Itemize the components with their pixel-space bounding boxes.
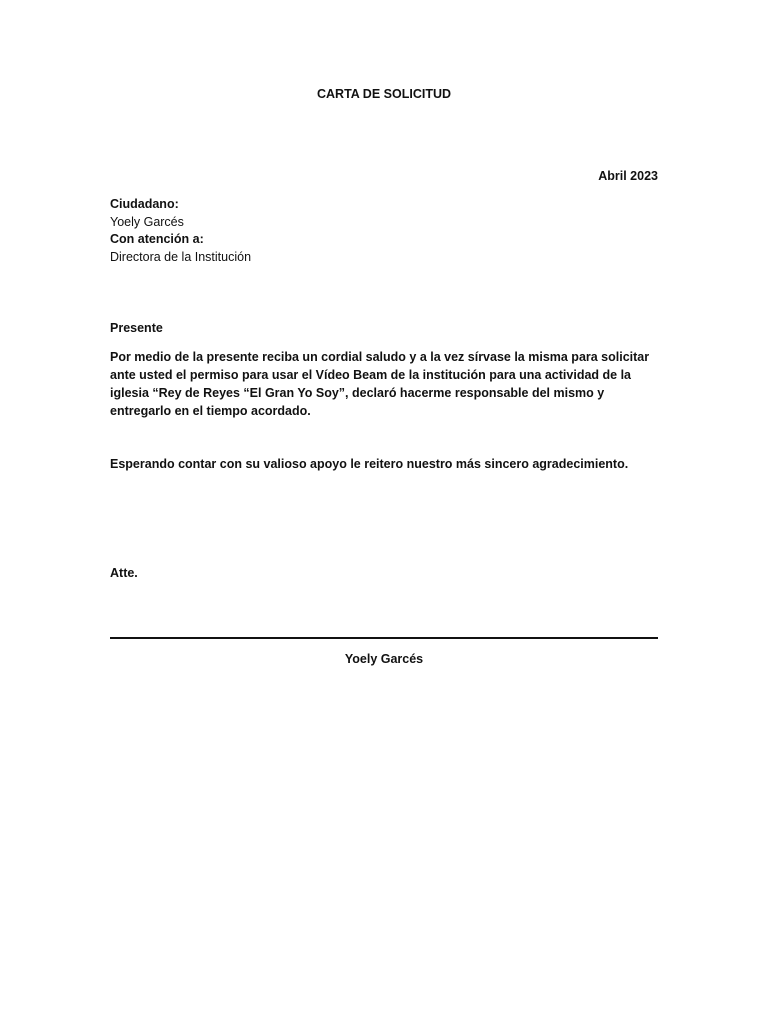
letter-date: Abril 2023 — [598, 169, 658, 183]
letter-title: CARTA DE SOLICITUD — [316, 87, 452, 101]
recipient-position: Directora de la Institución — [110, 249, 252, 264]
letter-closing: Esperando contar con su valioso apoyo le reitero nuestro más sincero agradecimiento. — [110, 457, 629, 471]
recipient-citizen-label: Ciudadano: — [110, 197, 179, 211]
letter-body: Por medio de la presente reciba un cordial saludo y a la vez sírvase la misma para solicitar ante usted el permiso para usar el Vídeo Beam de la institución para una actividad de la iglesia “Rey de Reyes “El Gran Yo Soy”, declaró hacerme responsable del mismo y entregarlo en el tiempo acordado. — [110, 350, 650, 418]
recipient-attention-label: Con atención a: — [110, 232, 204, 246]
signature-line — [110, 637, 658, 639]
signature-name: Yoely Garcés — [344, 652, 424, 666]
recipient-name: Yoely Garcés — [110, 214, 184, 229]
recipient-block — [110, 196, 251, 266]
letter-greeting: Presente — [110, 321, 163, 335]
letter-sign-off: Atte. — [110, 566, 138, 580]
